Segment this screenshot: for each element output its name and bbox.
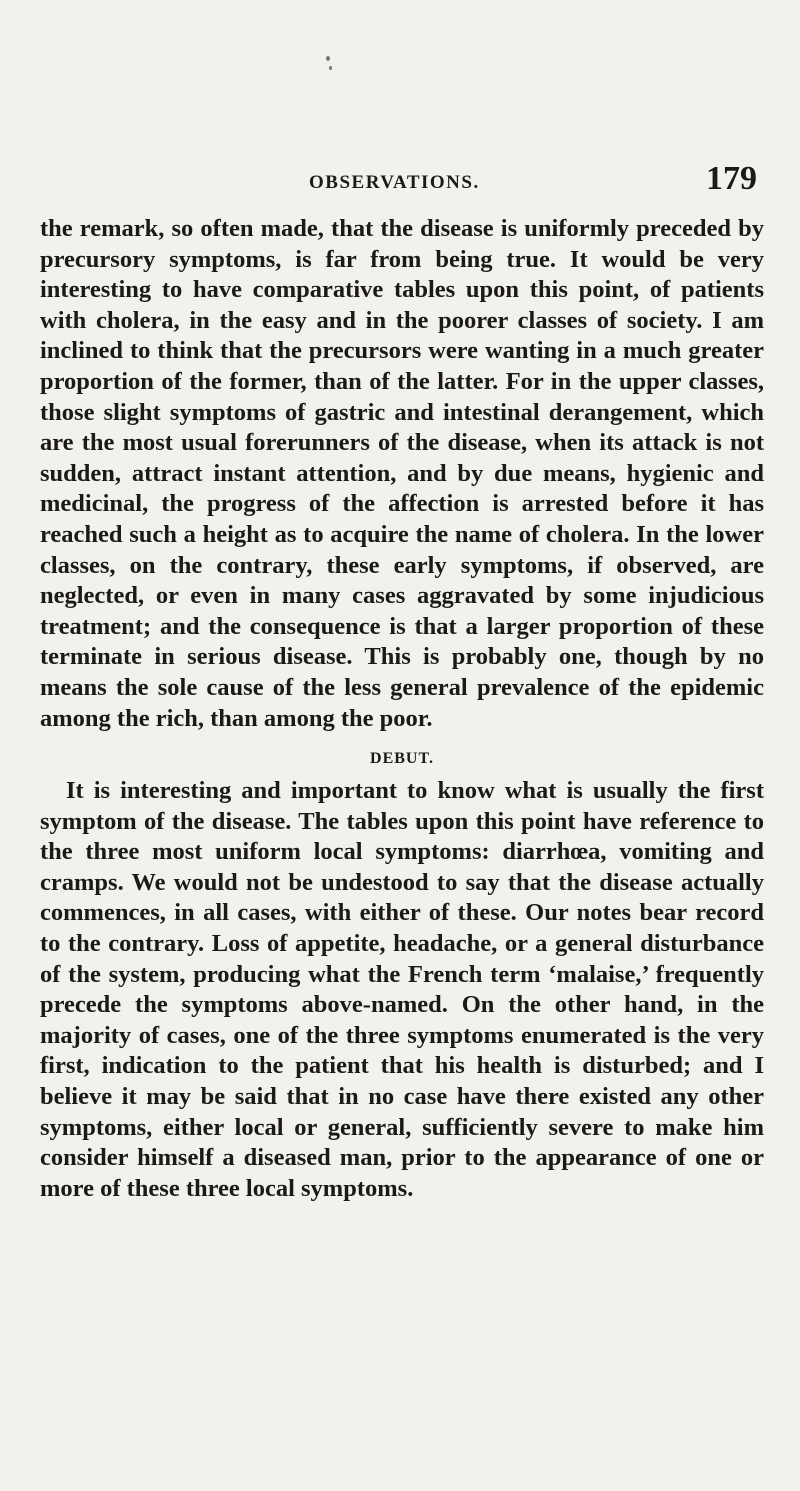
paragraph-continued: the remark, so often made, that the disease is uniformly preceded by precursory symptoms, is far from being true. It would be very interesting to have comparative tables upon this point, of patients with cholera, in the easy and in the poorer classes of society. I am inclined to think that the precursors were wanting in a much greater proportion of the former, than of the latter. For in the upper classes, those slight symptoms of gastric and intestinal derangement, which are the most usual forerunners of the disease, when its attack is not sudden, attract instant attention, and by due means, hygienic and medicinal, the progress of the affection is arrested before it has reached such a height as to acquire the name of cholera. In the lower classes, on the contrary, these early symptoms, if observed, are neglected, or even in many cases aggravated by some injudicious treatment; and the consequence is that a larger proportion of these terminate in serious disease. This is probably one, though by no means the sole cause of the less general prevalence of the epidemic among the rich, than among the poor. <box>40 215 764 732</box>
running-head <box>0 158 800 198</box>
ink-speck <box>329 66 332 70</box>
running-title: OBSERVATIONS. <box>309 172 480 193</box>
ink-speck <box>326 56 330 61</box>
body-text <box>40 214 764 1204</box>
page-number: 179 <box>706 160 757 197</box>
paragraph-debut: It is interesting and important to know what is usually the first symptom of the disease. The tables upon this point have reference to the three most uniform local symptoms: diarrhœa, vomiting and cramps. We would not be undestood to say that the disease actually commences, in all cases, with either of these. Our notes bear record to the contrary. Loss of appetite, headache, or a general disturbance of the system, producing what the French term ‘malaise,’ frequently precede the symptoms above-named. On the other hand, in the majority of cases, one of the three symptoms enumerated is the very first, indication to the patient that his health is disturbed; and I believe it may be said that in no case have there existed any other symptoms, either local or general, sufficiently severe to make him consider himself a diseased man, prior to the appearance of one or more of these three local symptoms. <box>40 777 764 1202</box>
section-heading: DEBUT. <box>370 750 434 768</box>
